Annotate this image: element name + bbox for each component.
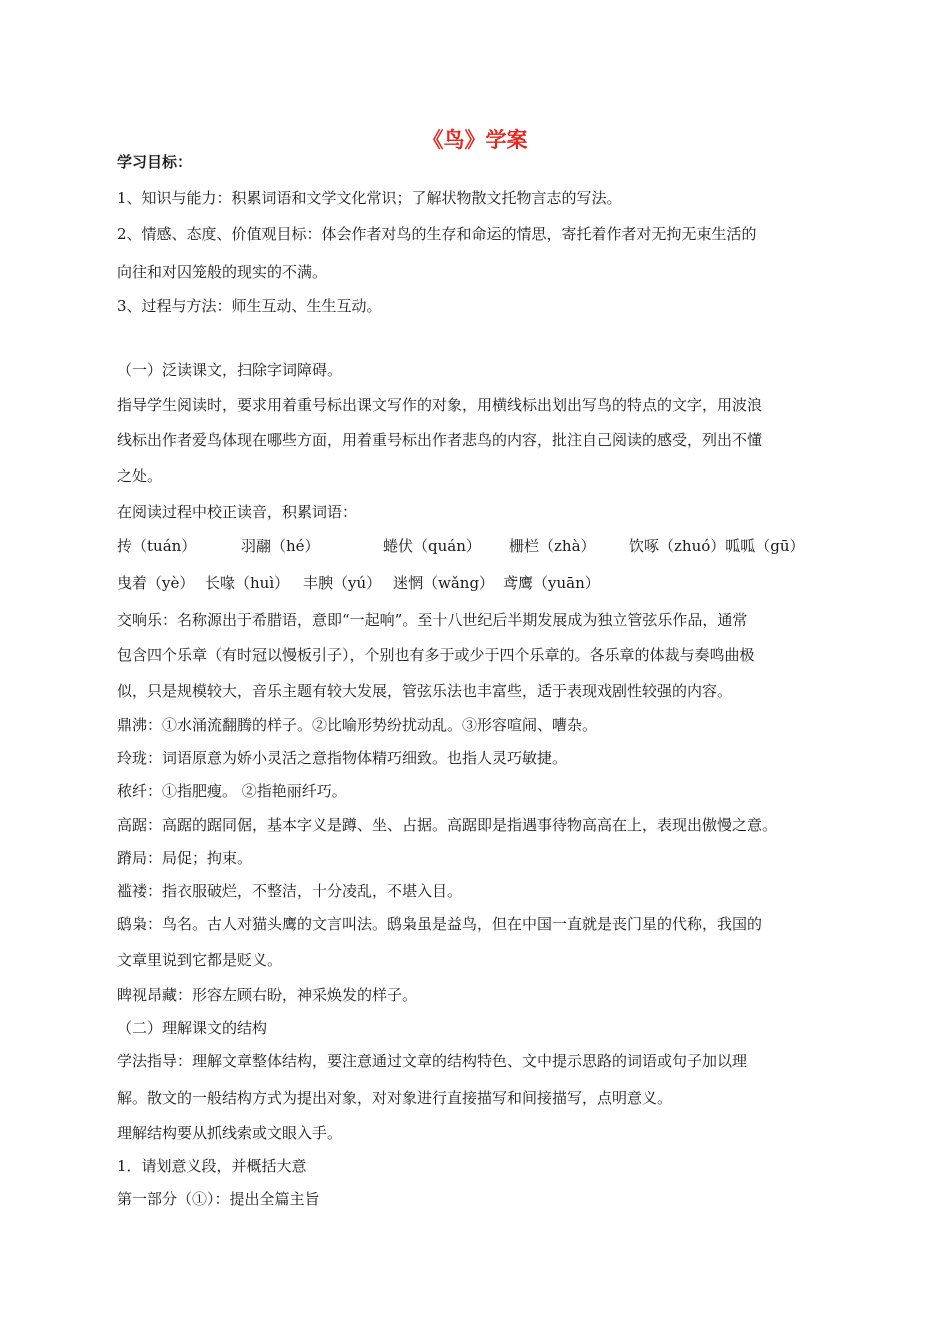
vocab-row [117,573,600,593]
definition-line: 褴褛：指衣服破烂，不整洁，十分凌乱，不堪入目。 [117,882,463,900]
vocab-item: 蜷伏（quán） [383,537,481,555]
vocab-item: 抟（tuán） [117,537,197,555]
section2-line: 理解结构要从抓线索或文眼入手。 [117,1124,343,1142]
guide-line: 指导学生阅读时，要求用着重号标出课文写作的对象，用横线标出划出写鸟的特点的文字，用波浪 [117,396,763,414]
vocab-item: 鸢鹰（yuān） [503,574,600,592]
definition-line: 玲珑：词语原意为娇小灵活之意指物体精巧细致。也指人灵巧敏捷。 [117,749,568,767]
vocab-item: 丰腴（yú） [303,574,382,592]
objectives-heading: 学习目标： [117,153,193,171]
section2-heading: （二）理解课文的结构 [117,1019,268,1037]
document-title: 《鸟》学案 [422,128,528,152]
guide-line: 之处。 [117,467,163,485]
section2-line: 解。散文的一般结构方式为提出对象，对对象进行直接描写和间接描写，点明意义。 [117,1089,673,1107]
definition-line: 文章里说到它都是贬义。 [117,951,283,969]
objective-line: 3、过程与方法：师生互动、生生互动。 [117,297,382,315]
definition-line: 似，只是规模较大，音乐主题有较大发展，管弦乐法也丰富些，适于表现戏剧性较强的内容。 [117,682,733,700]
definition-line: 包含四个乐章（有时冠以慢板引子），个别也有多于或少于四个乐章的。各乐章的体裁与奏鸣曲极 [117,646,755,664]
definition-line: 鸱枭：鸟名。古人对猫头鹰的文言叫法。鸱枭虽是益鸟，但在中国一直就是丧门星的代称，我国的 [117,915,763,933]
vocab-item: 羽翮（hé） [241,537,320,555]
vocab-item: 曳着（yè） [117,574,195,592]
definition-line: 鼎沸：①水涌流翻腾的样子。②比喻形势纷扰动乱。③形容喧闹、嘈杂。 [117,716,598,734]
definition-line: 秾纤：①指肥瘦。 ②指艳丽纤巧。 [117,782,347,800]
objective-line: 2、情感、态度、价值观目标：体会作者对鸟的生存和命运的情思，寄托着作者对无拘无束生活的 [117,225,757,243]
vocab-item: 长喙（huì） [205,574,290,592]
objective-line: 1、知识与能力：积累词语和文学文化常识；了解状物散文托物言志的写法。 [117,189,622,207]
guide-line: 线标出作者爱鸟体现在哪些方面，用着重号标出作者悲鸟的内容，批注自己阅读的感受，列出不懂 [117,431,763,449]
section2-line: 学法指导：理解文章整体结构，要注意通过文章的结构特色、文中提示思路的词语或句子加以理 [117,1052,748,1070]
section1-heading: （一）泛读课文，扫除字词障碍。 [117,361,343,379]
definition-line: 高踞：高踞的踞同倨，基本字义是蹲、坐、占据。高踞即是指遇事待物高高在上，表现出傲慢之意。 [117,816,778,834]
vocab-item: 饮啄（zhuó）呱呱（gū） [629,537,805,555]
definition-line: 睥视昂藏：形容左顾右盼，神采焕发的样子。 [117,986,418,1004]
objective-line: 向往和对囚笼般的现实的不满。 [117,263,328,281]
vocab-item: 迷惘（wǎng） [393,574,495,592]
section2-line: 1．请划意义段，并概括大意 [117,1157,307,1175]
definition-line: 交响乐：名称源出于希腊语，意即“一起响”。至十八世纪后半期发展成为独立管弦乐作品，通常 [117,611,748,629]
vocab-intro: 在阅读过程中校正读音，积累词语： [117,503,358,521]
vocab-item: 栅栏（zhà） [509,537,596,555]
definition-line: 蹐局：局促；拘束。 [117,849,253,867]
section2-line: 第一部分（①）：提出全篇主旨 [117,1190,320,1208]
vocab-row [117,536,805,556]
